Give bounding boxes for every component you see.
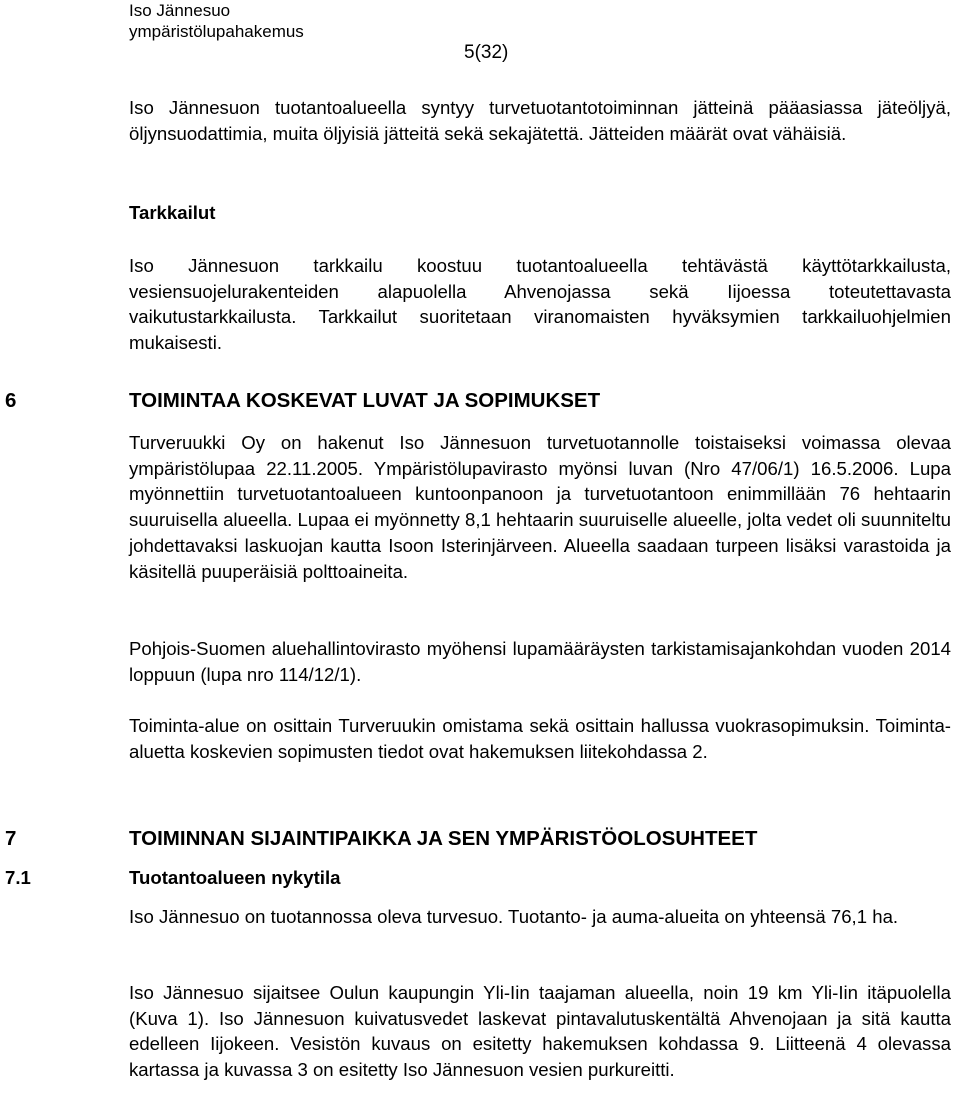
- section-7-title: TOIMINNAN SIJAINTIPAIKKA JA SEN YMPÄRISTÖOLOSUHTEET: [129, 827, 758, 850]
- page-number: 5(32): [464, 42, 509, 63]
- header-document-type: ympäristölupahakemus: [129, 22, 304, 41]
- paragraph-operating-area: Toiminta-alue on osittain Turveruukin omistama sekä osittain hallussa vuokrasopimuksin. Toiminta-aluetta koskevien sopimusten tiedot ovat hakemuksen liitekohdassa 2.: [129, 715, 951, 762]
- section-7-1-number: 7.1: [5, 867, 31, 888]
- paragraph-avi-postponement: Pohjois-Suomen aluehallintovirasto myöhensi lupamääräysten tarkistamisajankohdan vuoden 2014 loppuun (lupa nro 114/12/1).: [129, 638, 951, 685]
- section-7-1-title: Tuotantoalueen nykytila: [129, 867, 341, 888]
- section-7-1-heading: [0, 866, 960, 894]
- header-document-name: Iso Jännesuo: [129, 1, 231, 20]
- section-7-heading: [0, 826, 960, 854]
- paragraph-location: Iso Jännesuo sijaitsee Oulun kaupungin Yli-Iin taajaman alueella, noin 19 km Yli-Iin itäpuolella (Kuva 1). Iso Jännesuon kuivatusvedet laskevat pintavalutuskentältä Ahvenojaan ja sitä kautta edelleen Iijokeen. Vesistön kuvaus on esitetty hakemuksen kohdassa 9. Liitteenä 4 olevassa kartassa ja kuvassa 3 on esitetty Iso Jännesuon vesien purkureitti.: [129, 982, 951, 1081]
- paragraph-permit: Turveruukki Oy on hakenut Iso Jännesuon turvetuotannolle toistaiseksi voimassa olevaa ympäristölupaa 22.11.2005. Ympäristölupavirasto myönsi luvan (Nro 47/06/1) 16.5.2006. Lupa myönnettiin turvetuotantoalueen kuntoonpanoon ja turvetuotantoon enimmillään 76 hehtaarin suuruisella alueella. Lupaa ei myönnetty 8,1 hehtaarin suuruiselle alueelle, jolta vedet oli suunniteltu johdettavaksi laskuojan kautta Isoon Isterinjärveen. Alueella saadaan turpeen lisäksi varastoida ja käsitellä puuperäisiä polttoaineita.: [129, 432, 951, 582]
- section-6-heading: [0, 388, 960, 416]
- paragraph-production-status: Iso Jännesuo on tuotannossa oleva turvesuo. Tuotanto- ja auma-alueita on yhteensä 76,1 ha.: [129, 906, 899, 927]
- section-7-number: 7: [5, 827, 17, 850]
- page-header: [129, 0, 304, 42]
- section-6-number: 6: [5, 389, 17, 412]
- subheading-tarkkailut: Tarkkailut: [129, 202, 216, 223]
- paragraph-monitoring: Iso Jännesuon tarkkailu koostuu tuotantoalueella tehtävästä käyttötarkkailusta, vesiensuojelurakenteiden alapuolella Ahvenojassa sekä Iijoessa toteutettavasta vaikutustarkkailusta. Tarkkailut suoritetaan viranomaisten hyväksymien tarkkailuohjelmien mukaisesti.: [129, 255, 951, 354]
- section-6-title: TOIMINTAA KOSKEVAT LUVAT JA SOPIMUKSET: [129, 389, 601, 412]
- paragraph-waste: Iso Jännesuon tuotantoalueella syntyy turvetuotantotoiminnan jätteinä pääasiassa jäteöljyä, öljynsuodattimia, muita öljyisiä jätteitä sekä sekajätettä. Jätteiden määrät ovat vähäisiä.: [129, 97, 951, 144]
